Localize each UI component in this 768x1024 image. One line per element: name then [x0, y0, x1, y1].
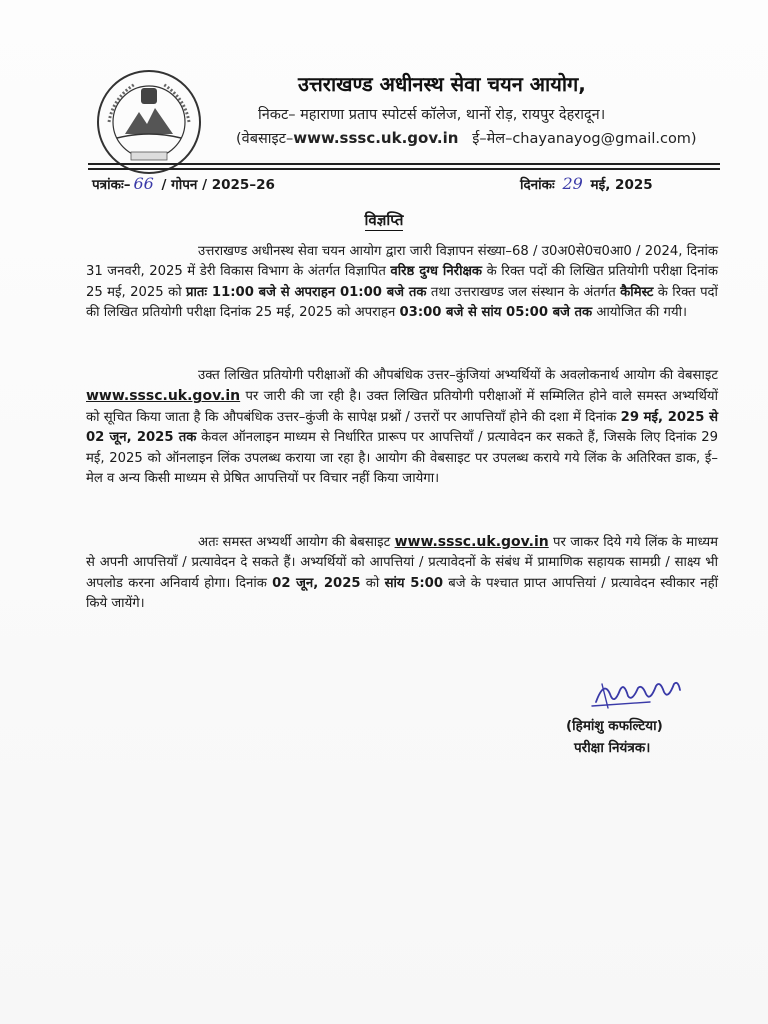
p2-text-3: केवल ऑनलाइन माध्यम से निर्धारित प्रारूप पर आपत्तियाँ / प्रत्यावेदन कर सकते हैं, जिसके लिए दिनांक 29 मई, 2025 को ऑनलाइन लिंक उपलब्ध कराया जा रहा है। आयोग की वेबसाइट पर उपलब्ध कराये गये लिंक के अतिरिक्त डाक, ई–मेल व अन्य किसी माध्यम से प्रेषित आपत्तियों पर विचार नहीं किया जायेगा। [86, 430, 718, 487]
notice-title [0, 210, 768, 230]
notice-date [520, 174, 653, 193]
organization-name: उत्तराखण्ड अधीनस्थ सेवा चयन आयोग, [298, 72, 586, 96]
p2-text-2: पर जारी की जा रही है। उक्त लिखित प्रतियोगी परीक्षाओं में सम्मिलित होने वाले समस्त अभ्यर्थियों को सूचित किया जाता है कि औपबंधिक उत्तर–कुंजी के सापेक्ष प्रश्नों / उत्तरों पर आपत्तियाँ होने की दशा में दिनांक [86, 389, 718, 425]
handwritten-signature [590, 672, 686, 716]
paragraph-objection-submission [86, 532, 718, 615]
paragraph-answer-key [86, 366, 718, 489]
header-divider-bottom [88, 168, 720, 170]
website-link[interactable]: www.sssc.uk.gov.in [293, 129, 459, 147]
p2-objection-window: 29 मई, 2025 से 02 जून, 2025 तक [86, 409, 718, 446]
p2-text-1: उक्त लिखित प्रतियोगी परीक्षाओं की औपबंधिक उत्तर–कुंजियां अभ्यर्थियों के अवलोकनार्थ आयोग की वेबसाइट [198, 368, 718, 383]
reference-number [92, 174, 275, 193]
date-suffix: मई, 2025 [590, 177, 653, 193]
p3-text-1: अतः समस्त अभ्यर्थी आयोग की बेबसाइट [198, 535, 395, 550]
reference-handwritten-number: 66 [133, 174, 154, 193]
header-divider-top [88, 163, 720, 165]
p3-text-4: बजे के पश्चात प्राप्त आपत्तियां / प्रत्यावेदन स्वीकार नहीं किये जायेंगे। [86, 575, 719, 612]
organization-address: निकट– महाराणा प्रताप स्पोटर्स कॉलेज, थानों रोड़, रायपुर देहरादून। [258, 107, 606, 123]
p3-deadline-time: सांय 5:00 [384, 575, 444, 591]
date-handwritten-day: 29 [562, 174, 583, 193]
reference-label: पत्रांकः– [92, 177, 131, 193]
signatory-designation: परीक्षा नियंत्रक। [574, 740, 651, 756]
date-label: दिनांकः [520, 177, 555, 193]
p1-text-2: के रिक्त पदों की लिखित प्रतियोगी परीक्षा दिनांक 25 मई, 2025 को [86, 264, 718, 300]
p3-deadline-date: 02 जून, 2025 [272, 575, 361, 591]
reference-suffix: / गोपन / 2025–26 [161, 177, 275, 193]
signatory-name: (हिमांशु कफल्टिया) [566, 718, 663, 734]
p3-text-2: पर जाकर दिये गये लिंक के माध्यम से अपनी आपत्तियाँ / प्रत्यावेदन दे सकते हैं। अभ्यर्थियों को आपत्तियां / प्रत्यावेदनों के संबंध में प्रामाणिक सहायक सामग्री / साक्ष्य भी अपलोड करना अनिवार्य होगा। दिनांक [86, 535, 718, 591]
commission-seal-logo [95, 68, 203, 176]
p1-time-morning: प्रातः 11:00 बजे से अपराहन 01:00 बजे तक [186, 284, 427, 300]
p1-text-5: आयोजित की गयी। [592, 305, 688, 321]
p3-text-3: को [360, 575, 385, 591]
email-text: ई–मेल–chayanayog@gmail.com) [472, 131, 697, 147]
p1-text-3: तथा उत्तराखण्ड जल संस्थान के अंतर्गत [426, 284, 621, 300]
p3-website-link[interactable]: www.sssc.uk.gov.in [394, 534, 549, 550]
paragraph-exam-details [86, 242, 718, 324]
p1-post-chemist: कैमिस्ट [620, 284, 654, 300]
organization-contact [236, 128, 736, 148]
notice-title-text: विज्ञप्ति [364, 211, 404, 229]
p2-website-link[interactable]: www.sssc.uk.gov.in [86, 388, 241, 405]
contact-prefix: (वेबसाइट– [236, 131, 294, 147]
p1-text-1: उत्तराखण्ड अधीनस्थ सेवा चयन आयोग द्वारा जारी विज्ञापन संख्या–68 / उ0अ0से0च0आ0 / 2024, दिनांक 31 जनवरी, 2025 में डेरी विकास विभाग के अंतर्गत विज्ञापित [86, 244, 718, 280]
p1-post-name: वरिष्ठ दुग्ध निरीक्षक [390, 264, 483, 280]
p1-text-4: के रिक्त पदों की लिखित प्रतियोगी परीक्षा दिनांक 25 मई, 2025 को अपराहन [86, 284, 718, 321]
p1-time-afternoon: 03:00 बजे से सांय 05:00 बजे तक [399, 305, 593, 321]
